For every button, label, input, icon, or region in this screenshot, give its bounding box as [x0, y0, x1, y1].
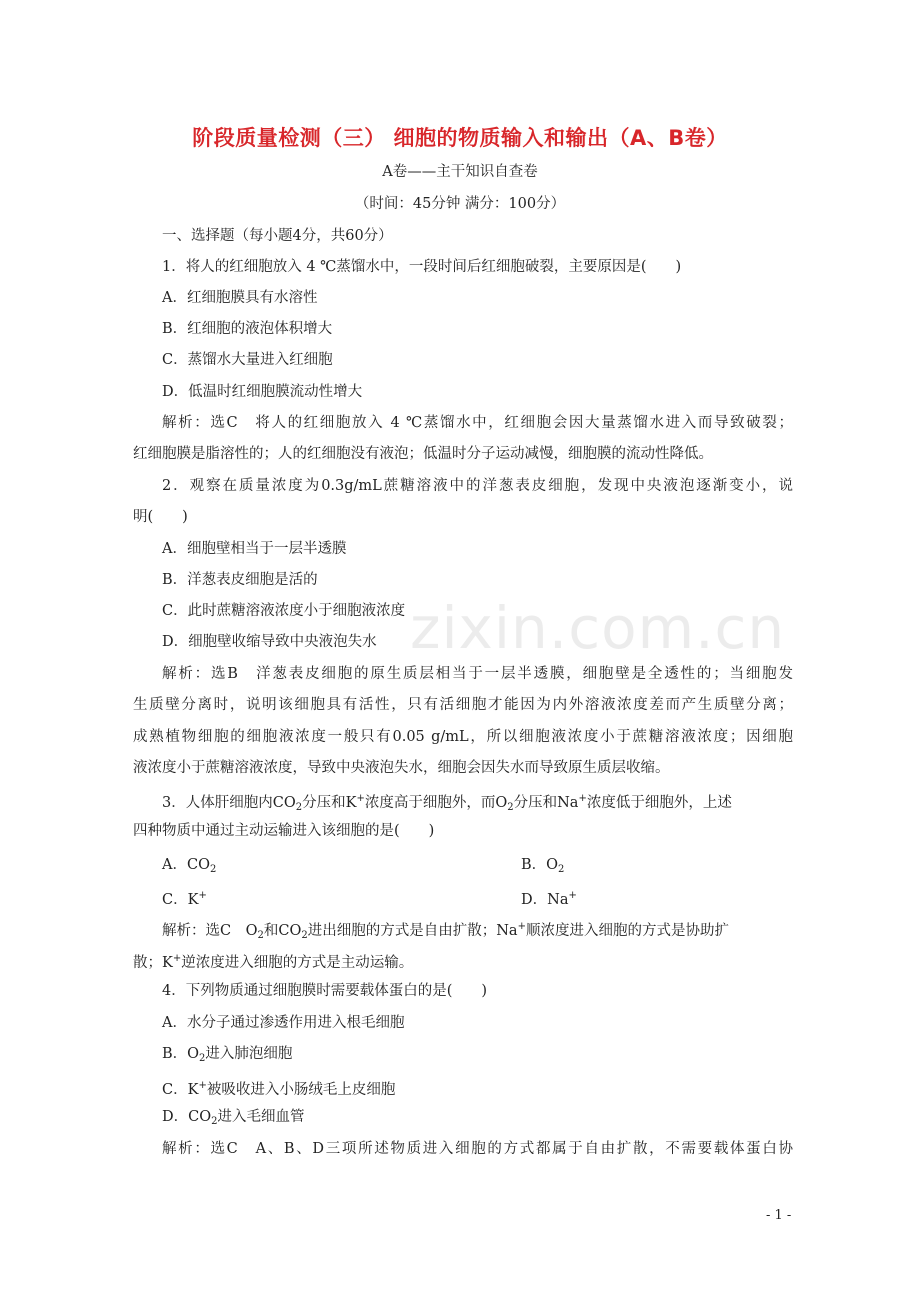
superscript: +	[198, 1080, 207, 1091]
q3-stem-part: 分压和K	[302, 795, 357, 811]
analysis-part: 和CO	[263, 923, 302, 939]
superscript: +	[172, 953, 182, 964]
question-2-option-c: C．此时蔗糖溶液浓度小于细胞液浓度	[162, 603, 406, 619]
subscript: 2	[209, 864, 217, 875]
question-2-analysis-line-4: 液浓度小于蔗糖溶液浓度，导致中央液泡失水，细胞会因失水而导致原生质层收缩。	[133, 760, 670, 776]
question-4-analysis-line-1: 解析：选C A、B、D三项所述物质进入细胞的方式都属于自由扩散，不需要载体蛋白协	[162, 1141, 793, 1157]
option-text: C．K	[162, 892, 199, 908]
q3-stem-part: 浓度低于细胞外，上述	[586, 795, 732, 811]
option-text: B．O	[162, 1046, 200, 1062]
option-text: 被吸收进入小肠绒毛上皮细胞	[206, 1082, 396, 1098]
subscript: 2	[257, 930, 264, 941]
section-heading: 一、选择题（每小题4分，共60分）	[162, 228, 393, 244]
question-4-option-a: A．水分子通过渗透作用进入根毛细胞	[162, 1015, 405, 1031]
q3-stem-part: 分压和Na	[513, 795, 579, 811]
question-4-option-c	[162, 1076, 395, 1100]
analysis-part: 顺浓度进入细胞的方式是协助扩	[525, 923, 729, 939]
question-2-stem-line-1: 2．观察在质量浓度为0.3g/mL蔗糖溶液中的洋葱表皮细胞，发现中央液泡逐渐变小，说	[162, 478, 793, 494]
question-3-option-b	[521, 855, 564, 880]
option-text: B．O	[521, 857, 559, 873]
question-2-analysis-line-2: 生质壁分离时，说明该细胞具有活性，只有活细胞才能因为内外溶液浓度差而产生质壁分离；	[133, 697, 793, 713]
subscript: 2	[507, 802, 514, 813]
question-3-analysis-line-1	[162, 917, 729, 946]
question-1-analysis-line-1: 解析：选C 将人的红细胞放入 4 ℃蒸馏水中，红细胞会因大量蒸馏水进入而导致破裂；	[162, 415, 793, 431]
subscript: 2	[558, 864, 565, 875]
analysis-part: 进出细胞的方式是自由扩散；Na	[307, 923, 518, 939]
subscript: 2	[211, 1116, 218, 1127]
page-subtitle: A卷——主干知识自查卷	[382, 164, 538, 180]
superscript: +	[578, 793, 587, 804]
question-2-stem-line-2: 明( )	[133, 509, 188, 525]
analysis-part: 解析：选C O	[162, 923, 258, 939]
question-3-option-c	[162, 886, 207, 910]
question-1-analysis-line-2: 红细胞膜是脂溶性的；人的红细胞没有液泡；低温时分子运动减慢，细胞膜的流动性降低。	[133, 446, 713, 462]
subscript: 2	[199, 1053, 206, 1064]
question-3-option-a	[162, 855, 216, 880]
superscript: +	[198, 890, 207, 901]
q3-stem-part: 3．人体肝细胞内CO	[162, 795, 296, 811]
watermark: zixin.com.cn	[410, 594, 786, 662]
option-text: C．K	[162, 1082, 199, 1098]
question-3-stem-line-1	[162, 789, 732, 818]
option-text: 进入肺泡细胞	[205, 1046, 293, 1062]
question-2-analysis-line-3: 成熟植物细胞的细胞液浓度一般只有0.05 g/mL，所以细胞液浓度小于蔗糖溶液浓度；因细胞	[133, 729, 793, 745]
subscript: 2	[295, 802, 303, 813]
question-2-analysis-line-1: 解析：选B 洋葱表皮细胞的原生质层相当于一层半透膜，细胞壁是全透性的；当细胞发	[162, 666, 793, 682]
question-1-option-c: C．蒸馏水大量进入红细胞	[162, 352, 333, 368]
question-4-option-b	[162, 1044, 292, 1069]
page-number: - 1 -	[766, 1208, 792, 1223]
option-text: D．CO	[162, 1109, 212, 1125]
question-3-analysis-line-2	[133, 949, 413, 973]
subscript: 2	[301, 930, 308, 941]
question-3-stem-line-2: 四种物质中通过主动运输进入该细胞的是( )	[133, 823, 435, 839]
question-1-option-a: A．红细胞膜具有水溶性	[162, 290, 318, 306]
question-3-option-d	[521, 886, 577, 910]
superscript: +	[517, 921, 526, 932]
question-1-option-d: D．低温时红细胞膜流动性增大	[162, 384, 363, 400]
superscript: +	[568, 890, 577, 901]
question-2-option-d: D．细胞壁收缩导致中央液泡失水	[162, 634, 377, 650]
analysis-part: 散；K	[133, 955, 173, 971]
question-2-option-b: B．洋葱表皮细胞是活的	[162, 572, 318, 588]
question-1-option-b: B．红细胞的液泡体积增大	[162, 321, 333, 337]
page-title: 阶段质量检测（三） 细胞的物质输入和输出（A、B卷）	[192, 126, 728, 150]
analysis-part: 逆浓度进入细胞的方式是主动运输。	[181, 955, 414, 971]
q3-stem-part: 浓度高于细胞外，而O	[364, 795, 508, 811]
option-text: D．Na	[521, 892, 569, 908]
option-text: A．CO	[162, 857, 210, 873]
option-text: 进入毛细血管	[217, 1109, 305, 1125]
question-4-option-d	[162, 1107, 304, 1132]
time-info: （时间：45分钟 满分：100分）	[354, 196, 566, 212]
question-4-stem: 4．下列物质通过细胞膜时需要载体蛋白的是( )	[162, 983, 488, 999]
question-2-option-a: A．细胞壁相当于一层半透膜	[162, 541, 347, 557]
superscript: +	[356, 793, 365, 804]
question-1-stem: 1．将人的红细胞放入 4 ℃蒸馏水中，一段时间后红细胞破裂，主要原因是( )	[162, 259, 682, 275]
